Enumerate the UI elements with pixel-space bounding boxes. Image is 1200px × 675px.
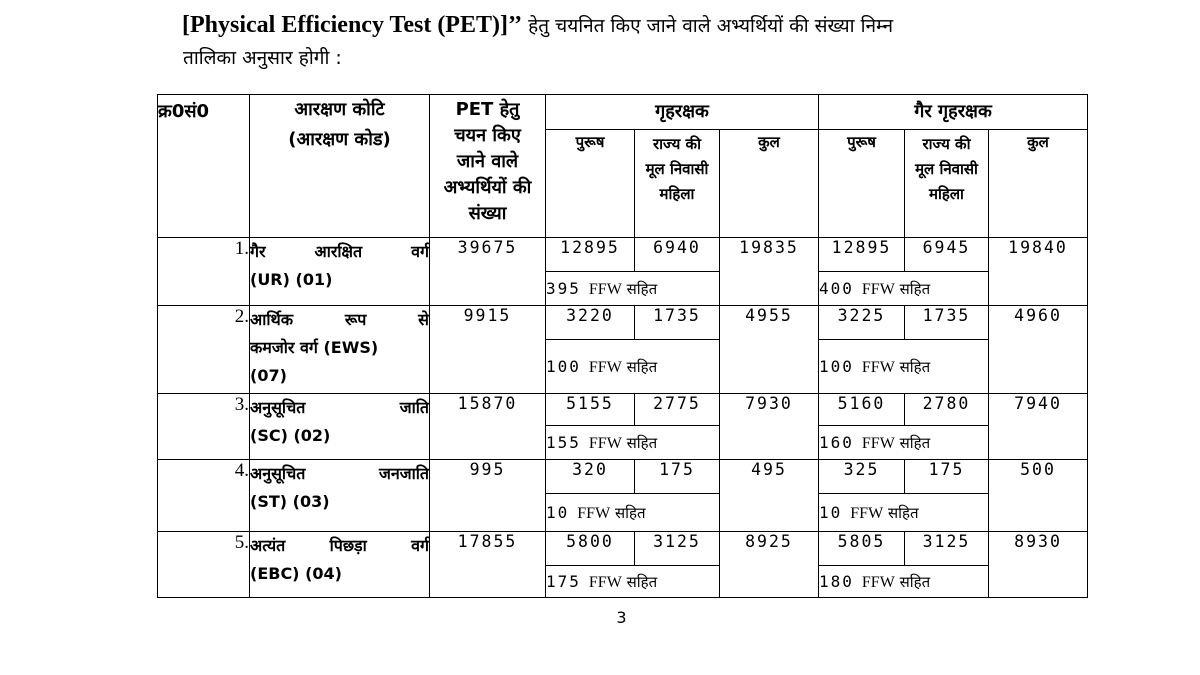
ffw-count: 395: [546, 278, 581, 298]
nhg-ffw: [819, 340, 989, 394]
intro-line-2: तालिका अनुसार होगी :: [183, 47, 342, 69]
nhg-ffw: [819, 494, 989, 532]
category-line-2: (UR) (01): [250, 270, 333, 289]
nhg-male: 5805: [819, 532, 905, 566]
intro-line-1: [182, 10, 1082, 41]
ffw-label: FFW: [588, 358, 622, 376]
ffw-label: FFW: [850, 504, 884, 522]
ffw-count: 180: [819, 571, 854, 591]
serial-number: 4.: [158, 460, 250, 532]
hg-male: 5800: [546, 532, 635, 566]
hg-ffw: [546, 566, 720, 598]
nhg-total: 7940: [989, 394, 1088, 460]
category-line-2: (SC) (02): [250, 426, 331, 445]
hg-male: 12895: [546, 238, 635, 272]
nhg-ffw: [819, 272, 989, 306]
hg-total: 8925: [720, 532, 819, 598]
header-sno: क्र0सं0: [158, 95, 250, 238]
hg-female: 1735: [635, 306, 720, 340]
nhg-male: 325: [819, 460, 905, 494]
ffw-count: 160: [819, 432, 854, 452]
ffw-label: FFW: [588, 280, 622, 298]
table-row: [158, 460, 1088, 494]
header-non-homeguard: गैर गृहरक्षक: [819, 95, 1088, 130]
nhg-female: 6945: [905, 238, 989, 272]
serial-number: 5.: [158, 532, 250, 598]
ffw-sahit: सहित: [899, 572, 931, 591]
hg-ffw: [546, 494, 720, 532]
ffw-label: FFW: [861, 573, 895, 591]
page-number: 3: [616, 608, 627, 627]
hg-female: 3125: [635, 532, 720, 566]
nhg-male: 3225: [819, 306, 905, 340]
ffw-count: 400: [819, 278, 854, 298]
ffw-count: 175: [546, 571, 581, 591]
category-line-3: (07): [250, 366, 287, 385]
pet-count: 15870: [430, 394, 546, 460]
category-line-1: आर्थिक रूप से: [250, 310, 429, 329]
intro-hindi-text: हेतु चयनित किए जाने वाले अभ्यर्थियों की संख्या निम्न: [528, 15, 894, 37]
ffw-count: 100: [819, 356, 854, 376]
header-hg-total: कुल: [720, 130, 819, 238]
nhg-ffw: [819, 566, 989, 598]
ffw-sahit: सहित: [887, 503, 919, 522]
header-hg-male: पुरूष: [546, 130, 635, 238]
table-row: [158, 238, 1088, 272]
category-cell: [250, 306, 430, 394]
ffw-sahit: सहित: [626, 357, 658, 376]
ffw-count: 155: [546, 432, 581, 452]
header-category: आरक्षण कोटि (आरक्षण कोड): [250, 95, 430, 238]
ffw-sahit: सहित: [899, 279, 931, 298]
header-nhg-female: राज्य की मूल निवासी महिला: [905, 130, 989, 238]
nhg-ffw: [819, 426, 989, 460]
hg-male: 5155: [546, 394, 635, 426]
header-homeguard: गृहरक्षक: [546, 95, 819, 130]
ffw-label: FFW: [577, 504, 611, 522]
nhg-female: 2780: [905, 394, 989, 426]
category-line-2: (EBC) (04): [250, 564, 342, 583]
hg-total: 19835: [720, 238, 819, 306]
hg-ffw: [546, 426, 720, 460]
header-pet-count: [430, 95, 546, 238]
table-body: [158, 238, 1088, 598]
nhg-total: 19840: [989, 238, 1088, 306]
hg-male: 320: [546, 460, 635, 494]
nhg-total: 4960: [989, 306, 1088, 394]
nhg-female: 3125: [905, 532, 989, 566]
ffw-count: 100: [546, 356, 581, 376]
ffw-sahit: सहित: [626, 433, 658, 452]
pet-selection-table: [157, 94, 1088, 598]
nhg-male: 12895: [819, 238, 905, 272]
category-cell: [250, 394, 430, 460]
category-line-2: (ST) (03): [250, 492, 330, 511]
table-row: [158, 394, 1088, 426]
nhg-total: 8930: [989, 532, 1088, 598]
ffw-label: FFW: [861, 434, 895, 452]
nhg-total: 500: [989, 460, 1088, 532]
category-cell: [250, 532, 430, 598]
category-cell: [250, 460, 430, 532]
hg-female: 175: [635, 460, 720, 494]
serial-number: 3.: [158, 394, 250, 460]
pet-count: 9915: [430, 306, 546, 394]
hg-ffw: [546, 340, 720, 394]
category-line-1: अनुसूचित जाति: [250, 398, 429, 417]
ffw-sahit: सहित: [899, 357, 931, 376]
category-line-2: कमजोर वर्ग (EWS): [250, 338, 379, 357]
category-line-1: गैर आरक्षित वर्ग: [250, 242, 429, 261]
pet-count: 17855: [430, 532, 546, 598]
ffw-count: 10: [819, 502, 843, 522]
header-pet-text: PET हेतु चयन किए जाने वाले अभ्यर्थियों की संख्या: [443, 99, 532, 224]
category-cell: [250, 238, 430, 306]
ffw-sahit: सहित: [626, 572, 658, 591]
header-nhg-male: पुरूष: [819, 130, 905, 238]
ffw-label: FFW: [861, 358, 895, 376]
ffw-sahit: सहित: [626, 279, 658, 298]
ffw-label: FFW: [588, 434, 622, 452]
hg-total: 7930: [720, 394, 819, 460]
hg-total: 4955: [720, 306, 819, 394]
table-row: [158, 532, 1088, 566]
header-row-1: [158, 95, 1088, 130]
table-row: [158, 306, 1088, 340]
header-hg-female: राज्य की मूल निवासी महिला: [635, 130, 720, 238]
hg-ffw: [546, 272, 720, 306]
nhg-female: 1735: [905, 306, 989, 340]
ffw-label: FFW: [588, 573, 622, 591]
header-nhg-total: कुल: [989, 130, 1088, 238]
hg-male: 3220: [546, 306, 635, 340]
nhg-female: 175: [905, 460, 989, 494]
pet-count: 995: [430, 460, 546, 532]
hg-female: 2775: [635, 394, 720, 426]
ffw-count: 10: [546, 502, 570, 522]
ffw-sahit: सहित: [614, 503, 646, 522]
ffw-label: FFW: [861, 280, 895, 298]
category-line-1: अनुसूचित जनजाति: [250, 464, 429, 483]
category-line-1: अत्यंत पिछड़ा वर्ग: [250, 536, 429, 555]
nhg-male: 5160: [819, 394, 905, 426]
hg-female: 6940: [635, 238, 720, 272]
ffw-sahit: सहित: [899, 433, 931, 452]
intro-english-text: [Physical Efficiency Test (PET)]’’: [182, 12, 523, 38]
serial-number: 1.: [158, 238, 250, 306]
serial-number: 2.: [158, 306, 250, 394]
intro-paragraph: [182, 10, 1082, 75]
hg-total: 495: [720, 460, 819, 532]
pet-count: 39675: [430, 238, 546, 306]
